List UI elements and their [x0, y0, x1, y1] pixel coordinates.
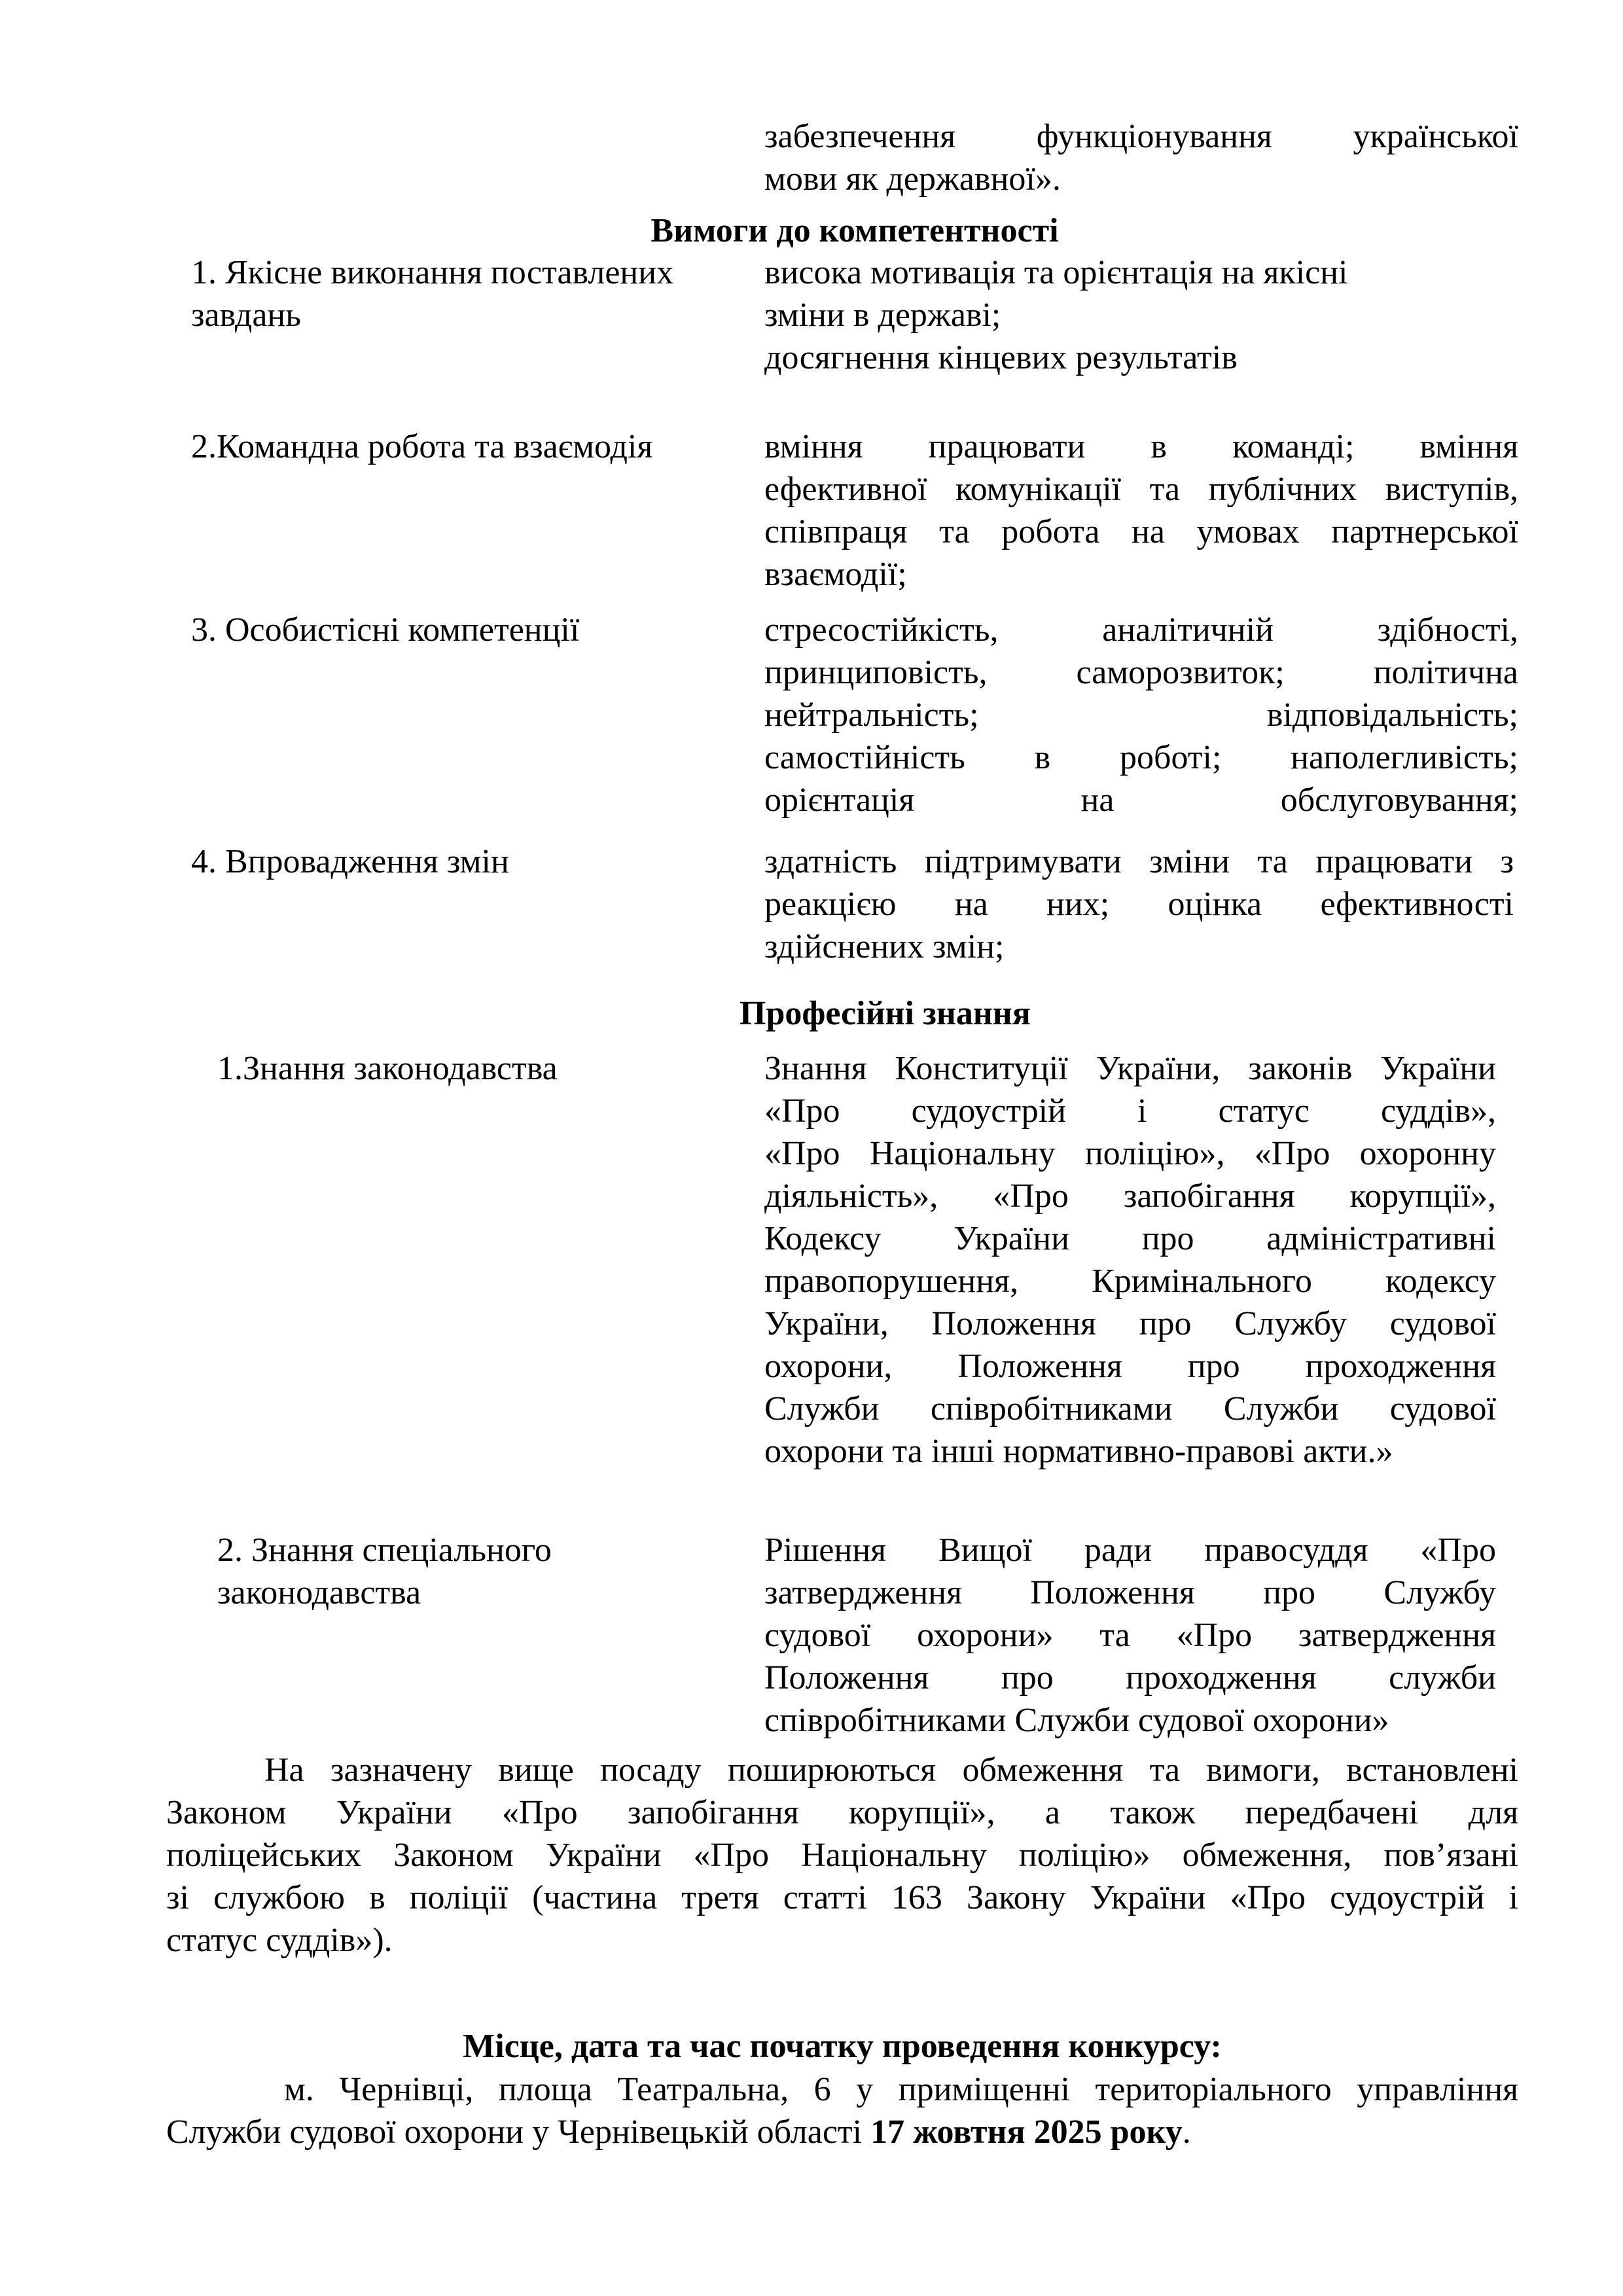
desc-line: Служби співробітниками Служби судової: [764, 1390, 1496, 1427]
desc-line: здійснених змін;: [764, 928, 1005, 965]
label-line: 1. Якісне виконання поставлених: [191, 254, 674, 291]
venue-address-line: м. Чернівці, площа Театральна, 6 у приміщенні територіального управління: [284, 2071, 1518, 2108]
desc-line: діяльність», «Про запобігання корупції»,: [764, 1177, 1496, 1215]
venue-details: [166, 2068, 1518, 2153]
desc-line: нейтральність; відповідальність;: [764, 696, 1518, 734]
desc-line: Рішення Вищої ради правосуддя «Про: [764, 1532, 1496, 1569]
label-line: 2.Командна робота та взаємодія: [191, 428, 653, 465]
desc-line: України, Положення про Службу судової: [764, 1305, 1496, 1342]
desc-line: охорони, Положення про проходження: [764, 1348, 1496, 1385]
desc-line: «Про судоустрій і статус суддів»,: [764, 1092, 1496, 1130]
desc-line: Положення про проходження служби: [764, 1659, 1496, 1696]
knowledge-row-2-desc: [764, 1529, 1496, 1742]
desc-line: Кодексу України про адміністративні: [764, 1220, 1496, 1257]
competence-row-2-label: [191, 425, 741, 468]
paragraph-line: Законом України «Про запобігання корупції», а також передбачені для: [166, 1794, 1518, 1831]
desc-line: здатність підтримувати зміни та працювати з: [764, 843, 1514, 880]
competence-row-2-desc: [764, 425, 1518, 596]
desc-line: самостійність в роботі; наполегливість;: [764, 739, 1518, 776]
venue-section-title: Місце, дата та час початку проведення конкурсу:: [463, 2028, 1222, 2065]
desc-line: ефективної комунікації та публічних виступів,: [764, 471, 1518, 508]
label-line: 1.Знання законодавства: [217, 1050, 558, 1087]
label-line: 3. Особистісні компетенції: [191, 611, 580, 649]
desc-line: «Про Національну поліцію», «Про охоронну: [764, 1135, 1496, 1172]
desc-line: реакцією на них; оцінка ефективності: [764, 886, 1514, 923]
label-line: законодавства: [217, 1574, 421, 1611]
desc-line: зміни в державі;: [764, 296, 1001, 334]
paragraph-line: поліцейських Законом України «Про Національну поліцію» обмеження, пов’язані: [166, 1837, 1518, 1874]
desc-line: співробітниками Служби судової охорони»: [764, 1702, 1389, 1739]
competence-row-1-desc: [764, 251, 1517, 379]
desc-line: вміння працювати в команді; вміння: [764, 428, 1518, 465]
paragraph-line: зі службою в поліції (частина третя статті 163 Закону України «Про судоустрій і: [166, 1879, 1518, 1916]
venue-location-text: Служби судової охорони у Чернівецькій області: [166, 2113, 871, 2151]
paragraph-line: статус суддів»).: [166, 1922, 393, 1959]
competence-row-3-label: [191, 609, 741, 651]
label-line: 4. Впровадження змін: [191, 843, 509, 880]
label-line: 2. Знання спеціального: [217, 1532, 552, 1569]
competence-row-3-desc: [764, 609, 1518, 821]
desc-line: взаємодії;: [764, 556, 907, 593]
desc-line: стресостійкість, аналітичній здібності,: [764, 611, 1518, 649]
knowledge-section-title: Професійні знання: [740, 995, 1031, 1032]
restrictions-paragraph: [166, 1749, 1518, 1962]
venue-date-line: [166, 2111, 1518, 2153]
label-line: завдань: [191, 296, 301, 334]
intro-continuation: [764, 115, 1518, 200]
competence-row-4-label: [191, 840, 741, 883]
period: .: [1182, 2113, 1191, 2151]
desc-line: судової охорони» та «Про затвердження: [764, 1617, 1496, 1654]
desc-line: орієнтація на обслуговування;: [764, 781, 1518, 819]
desc-line: висока мотивація та орієнтація на якісні: [764, 254, 1348, 291]
desc-line: співпраця та робота на умовах партнерської: [764, 513, 1518, 550]
paragraph-line: На зазначену вище посаду поширюються обмеження та вимоги, встановлені: [264, 1751, 1518, 1789]
desc-line: досягнення кінцевих результатів: [764, 339, 1238, 376]
intro-line-1: забезпечення функціонування української: [764, 118, 1518, 155]
competence-section-title: Вимоги до компетентності: [651, 212, 1059, 249]
desc-line: Знання Конституції України, законів України: [764, 1050, 1496, 1087]
desc-line: затвердження Положення про Службу: [764, 1574, 1496, 1611]
intro-line-2: мови як державної».: [764, 160, 1061, 198]
competence-row-4-desc: [764, 840, 1514, 968]
desc-line: охорони та інші нормативно-правові акти.»: [764, 1433, 1393, 1470]
desc-line: принциповість, саморозвиток; політична: [764, 654, 1518, 691]
knowledge-row-1-label: [217, 1047, 741, 1090]
knowledge-row-2-label: [217, 1529, 741, 1614]
competition-date: 17 жовтня 2025 року: [870, 2113, 1183, 2151]
desc-line: правопорушення, Кримінального кодексу: [764, 1263, 1496, 1300]
knowledge-row-1-desc: [764, 1047, 1496, 1473]
competence-row-1-label: [191, 251, 741, 336]
